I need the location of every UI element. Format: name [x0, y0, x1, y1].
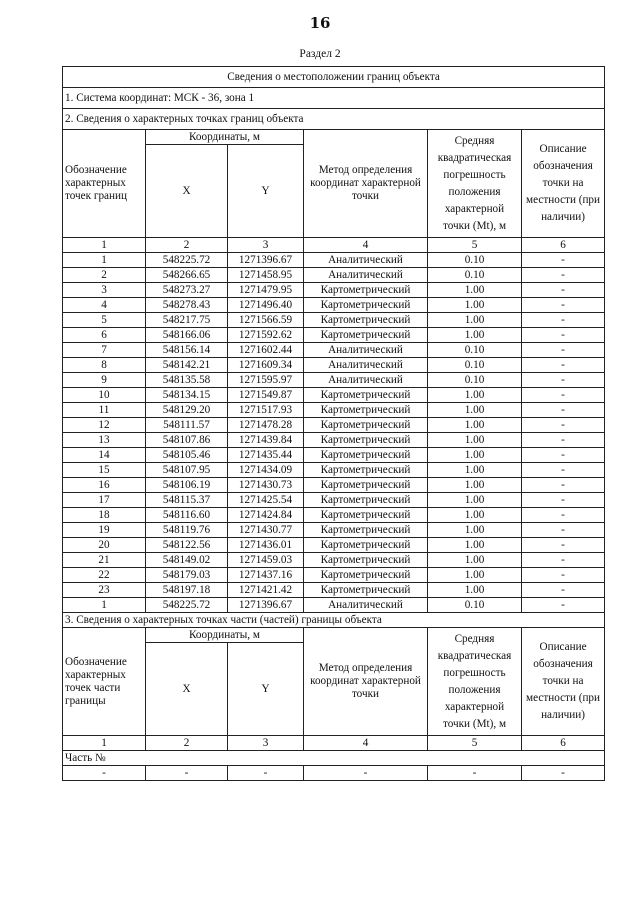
- cell-error: 1.00: [428, 508, 522, 523]
- part-col-number: 1: [63, 736, 146, 751]
- part-col-number: 3: [228, 736, 304, 751]
- cell-description: -: [522, 313, 605, 328]
- cell-description: -: [522, 478, 605, 493]
- cell-method: Картометрический: [304, 523, 428, 538]
- cell-description: -: [522, 523, 605, 538]
- table-row: [63, 418, 605, 433]
- cell-method: Картометрический: [304, 568, 428, 583]
- table-row: [63, 343, 605, 358]
- cell-coord-y: 1271424.84: [228, 508, 304, 523]
- table-row: [63, 568, 605, 583]
- table-row: [63, 298, 605, 313]
- cell-coord-x: 548107.86: [146, 433, 228, 448]
- cell-error: 1.00: [428, 523, 522, 538]
- cell-point-id: 14: [63, 448, 146, 463]
- cell-point-id: 6: [63, 328, 146, 343]
- table-row: [63, 388, 605, 403]
- cell-point-id: 21: [63, 553, 146, 568]
- cell-coord-y: 1271566.59: [228, 313, 304, 328]
- cell-error: 1.00: [428, 553, 522, 568]
- cell-point-id: 23: [63, 583, 146, 598]
- table-row: [63, 433, 605, 448]
- cell-method: -: [304, 766, 428, 781]
- page-number: 16: [309, 14, 331, 32]
- header-error-part: Средняя квадратическая погрешность положения характерной точки (Mt), м: [428, 628, 522, 736]
- cell-coord-y: 1271479.95: [228, 283, 304, 298]
- table-row: [63, 448, 605, 463]
- cell-point-id: 9: [63, 373, 146, 388]
- cell-error: 1.00: [428, 283, 522, 298]
- cell-method: Картометрический: [304, 298, 428, 313]
- cell-description: -: [522, 373, 605, 388]
- cell-coord-x: 548134.15: [146, 388, 228, 403]
- cell-coord-x: 548119.76: [146, 523, 228, 538]
- section-label: Раздел 2: [299, 48, 341, 60]
- header-description-part: Описание обозначения точки на местности (при наличии): [522, 628, 605, 736]
- cell-error: 1.00: [428, 328, 522, 343]
- cell-coord-x: 548149.02: [146, 553, 228, 568]
- cell-description: -: [522, 283, 605, 298]
- header-x: X: [146, 145, 228, 238]
- cell-point-id: 11: [63, 403, 146, 418]
- cell-coord-y: 1271595.97: [228, 373, 304, 388]
- part-table-row: [63, 766, 605, 781]
- cell-coord-y: 1271602.44: [228, 343, 304, 358]
- header-coords-part: Координаты, м: [146, 628, 304, 643]
- cell-description: -: [522, 493, 605, 508]
- cell-point-id: 15: [63, 463, 146, 478]
- cell-point-id: 18: [63, 508, 146, 523]
- cell-coord-x: 548197.18: [146, 583, 228, 598]
- cell-coord-x: 548135.58: [146, 373, 228, 388]
- points-col-number: 1: [63, 238, 146, 253]
- cell-coord-x: 548225.72: [146, 253, 228, 268]
- cell-error: 1.00: [428, 463, 522, 478]
- cell-point-id: 2: [63, 268, 146, 283]
- cell-coord-y: 1271396.67: [228, 253, 304, 268]
- part-label: Часть №: [63, 751, 605, 766]
- table-row: [63, 493, 605, 508]
- header-coords: Координаты, м: [146, 130, 304, 145]
- cell-description: -: [522, 343, 605, 358]
- cell-method: Картометрический: [304, 538, 428, 553]
- cell-point-id: 12: [63, 418, 146, 433]
- cell-error: 0.10: [428, 253, 522, 268]
- cell-coord-y: 1271425.54: [228, 493, 304, 508]
- cell-description: -: [522, 583, 605, 598]
- cell-error: -: [428, 766, 522, 781]
- cell-coord-y: 1271396.67: [228, 598, 304, 613]
- cell-coord-x: 548107.95: [146, 463, 228, 478]
- cell-method: Картометрический: [304, 433, 428, 448]
- table-row: [63, 523, 605, 538]
- cell-coord-y: 1271592.62: [228, 328, 304, 343]
- cell-method: Картометрический: [304, 388, 428, 403]
- cell-description: -: [522, 388, 605, 403]
- cell-coord-y: 1271436.01: [228, 538, 304, 553]
- header-method: Метод определения координат характерной точки: [304, 130, 428, 238]
- cell-point-id: 16: [63, 478, 146, 493]
- cell-coord-x: 548273.27: [146, 283, 228, 298]
- cell-coord-x: 548166.06: [146, 328, 228, 343]
- header-point-part: Обозначение характерных точек части границы: [63, 628, 146, 736]
- cell-coord-y: 1271434.09: [228, 463, 304, 478]
- points-col-number: 6: [522, 238, 605, 253]
- cell-description: -: [522, 268, 605, 283]
- cell-point-id: 3: [63, 283, 146, 298]
- table-title: Сведения о местоположении границ объекта: [63, 67, 605, 88]
- table-row: [63, 313, 605, 328]
- cell-description: -: [522, 538, 605, 553]
- cell-coord-y: 1271430.73: [228, 478, 304, 493]
- cell-point-id: 7: [63, 343, 146, 358]
- cell-coord-y: 1271439.84: [228, 433, 304, 448]
- cell-coord-y: 1271459.03: [228, 553, 304, 568]
- cell-coord-y: 1271437.16: [228, 568, 304, 583]
- cell-description: -: [522, 403, 605, 418]
- cell-method: Аналитический: [304, 343, 428, 358]
- cell-coord-y: 1271517.93: [228, 403, 304, 418]
- cell-description: -: [522, 253, 605, 268]
- section-2-title: 2. Сведения о характерных точках границ объекта: [63, 109, 605, 130]
- cell-coord-y: -: [228, 766, 304, 781]
- cell-point-id: 20: [63, 538, 146, 553]
- cell-point-id: 17: [63, 493, 146, 508]
- cell-error: 1.00: [428, 298, 522, 313]
- cell-coord-x: 548217.75: [146, 313, 228, 328]
- part-col-number: 4: [304, 736, 428, 751]
- header-y-part: Y: [228, 643, 304, 736]
- table-row: [63, 403, 605, 418]
- table-row: [63, 508, 605, 523]
- cell-coord-x: 548225.72: [146, 598, 228, 613]
- cell-point-id: 19: [63, 523, 146, 538]
- cell-coord-x: 548278.43: [146, 298, 228, 313]
- cell-description: -: [522, 508, 605, 523]
- cell-method: Картометрический: [304, 463, 428, 478]
- table-row: [63, 268, 605, 283]
- header-y: Y: [228, 145, 304, 238]
- cell-error: 1.00: [428, 448, 522, 463]
- cell-coord-x: 548105.46: [146, 448, 228, 463]
- cell-method: Картометрический: [304, 493, 428, 508]
- cell-description: -: [522, 463, 605, 478]
- coordinate-system: 1. Система координат: МСК - 36, зона 1: [63, 88, 605, 109]
- cell-coord-x: 548106.19: [146, 478, 228, 493]
- cell-description: -: [522, 568, 605, 583]
- cell-method: Картометрический: [304, 418, 428, 433]
- cell-point-id: -: [63, 766, 146, 781]
- table-row: [63, 328, 605, 343]
- table-row: [63, 283, 605, 298]
- cell-coord-x: -: [146, 766, 228, 781]
- table-row: [63, 358, 605, 373]
- cell-coord-x: 548116.60: [146, 508, 228, 523]
- cell-error: 1.00: [428, 478, 522, 493]
- points-col-number: 2: [146, 238, 228, 253]
- cell-coord-y: 1271549.87: [228, 388, 304, 403]
- cell-description: -: [522, 553, 605, 568]
- cell-method: Аналитический: [304, 373, 428, 388]
- points-col-number: 4: [304, 238, 428, 253]
- cell-error: 1.00: [428, 313, 522, 328]
- cell-coord-y: 1271496.40: [228, 298, 304, 313]
- table-row: [63, 463, 605, 478]
- part-col-number: 6: [522, 736, 605, 751]
- cell-error: 0.10: [428, 268, 522, 283]
- cell-point-id: 1: [63, 598, 146, 613]
- cell-coord-x: 548122.56: [146, 538, 228, 553]
- cell-coord-y: 1271421.42: [228, 583, 304, 598]
- cell-error: 1.00: [428, 538, 522, 553]
- cell-error: 1.00: [428, 388, 522, 403]
- header-description: Описание обозначения точки на местности (при наличии): [522, 130, 605, 238]
- cell-coord-y: 1271478.28: [228, 418, 304, 433]
- section-3-title: 3. Сведения о характерных точках части (частей) границы объекта: [63, 613, 605, 628]
- cell-coord-x: 548266.65: [146, 268, 228, 283]
- cell-method: Аналитический: [304, 268, 428, 283]
- cell-description: -: [522, 298, 605, 313]
- table-row: [63, 373, 605, 388]
- cell-method: Картометрический: [304, 583, 428, 598]
- cell-error: 0.10: [428, 373, 522, 388]
- cell-point-id: 4: [63, 298, 146, 313]
- cell-description: -: [522, 358, 605, 373]
- cell-method: Картометрический: [304, 313, 428, 328]
- table-row: [63, 253, 605, 268]
- table-row: [63, 598, 605, 613]
- cell-coord-x: 548129.20: [146, 403, 228, 418]
- cell-coord-x: 548142.21: [146, 358, 228, 373]
- cell-method: Картометрический: [304, 478, 428, 493]
- cell-error: 1.00: [428, 418, 522, 433]
- cell-method: Картометрический: [304, 283, 428, 298]
- cell-coord-x: 548115.37: [146, 493, 228, 508]
- cell-error: 1.00: [428, 403, 522, 418]
- cell-coord-x: 548156.14: [146, 343, 228, 358]
- header-error: Средняя квадратическая погрешность положения характерной точки (Mt), м: [428, 130, 522, 238]
- cell-error: 1.00: [428, 568, 522, 583]
- points-col-number: 3: [228, 238, 304, 253]
- cell-coord-y: 1271430.77: [228, 523, 304, 538]
- cell-error: 1.00: [428, 493, 522, 508]
- cell-point-id: 10: [63, 388, 146, 403]
- table-row: [63, 478, 605, 493]
- cell-coord-y: 1271609.34: [228, 358, 304, 373]
- cell-description: -: [522, 418, 605, 433]
- cell-method: Аналитический: [304, 253, 428, 268]
- cell-error: 1.00: [428, 583, 522, 598]
- cell-point-id: 8: [63, 358, 146, 373]
- cell-error: 0.10: [428, 343, 522, 358]
- cell-point-id: 5: [63, 313, 146, 328]
- cell-error: 1.00: [428, 433, 522, 448]
- cell-coord-y: 1271458.95: [228, 268, 304, 283]
- cell-method: Аналитический: [304, 598, 428, 613]
- cell-method: Картометрический: [304, 553, 428, 568]
- cell-method: Картометрический: [304, 508, 428, 523]
- part-col-number: 5: [428, 736, 522, 751]
- cell-method: Аналитический: [304, 358, 428, 373]
- cell-error: 0.10: [428, 358, 522, 373]
- cell-method: Картометрический: [304, 403, 428, 418]
- cell-method: Картометрический: [304, 448, 428, 463]
- boundary-points-table: [62, 66, 605, 781]
- header-x-part: X: [146, 643, 228, 736]
- table-row: [63, 538, 605, 553]
- cell-description: -: [522, 433, 605, 448]
- cell-point-id: 22: [63, 568, 146, 583]
- part-col-number: 2: [146, 736, 228, 751]
- header-method-part: Метод определения координат характерной точки: [304, 628, 428, 736]
- cell-error: 0.10: [428, 598, 522, 613]
- cell-coord-x: 548179.03: [146, 568, 228, 583]
- cell-description: -: [522, 598, 605, 613]
- cell-description: -: [522, 766, 605, 781]
- cell-description: -: [522, 328, 605, 343]
- cell-description: -: [522, 448, 605, 463]
- cell-point-id: 1: [63, 253, 146, 268]
- table-row: [63, 583, 605, 598]
- header-point: Обозначение характерных точек границ: [63, 130, 146, 238]
- points-col-number: 5: [428, 238, 522, 253]
- cell-coord-x: 548111.57: [146, 418, 228, 433]
- table-row: [63, 553, 605, 568]
- cell-method: Картометрический: [304, 328, 428, 343]
- cell-coord-y: 1271435.44: [228, 448, 304, 463]
- cell-point-id: 13: [63, 433, 146, 448]
